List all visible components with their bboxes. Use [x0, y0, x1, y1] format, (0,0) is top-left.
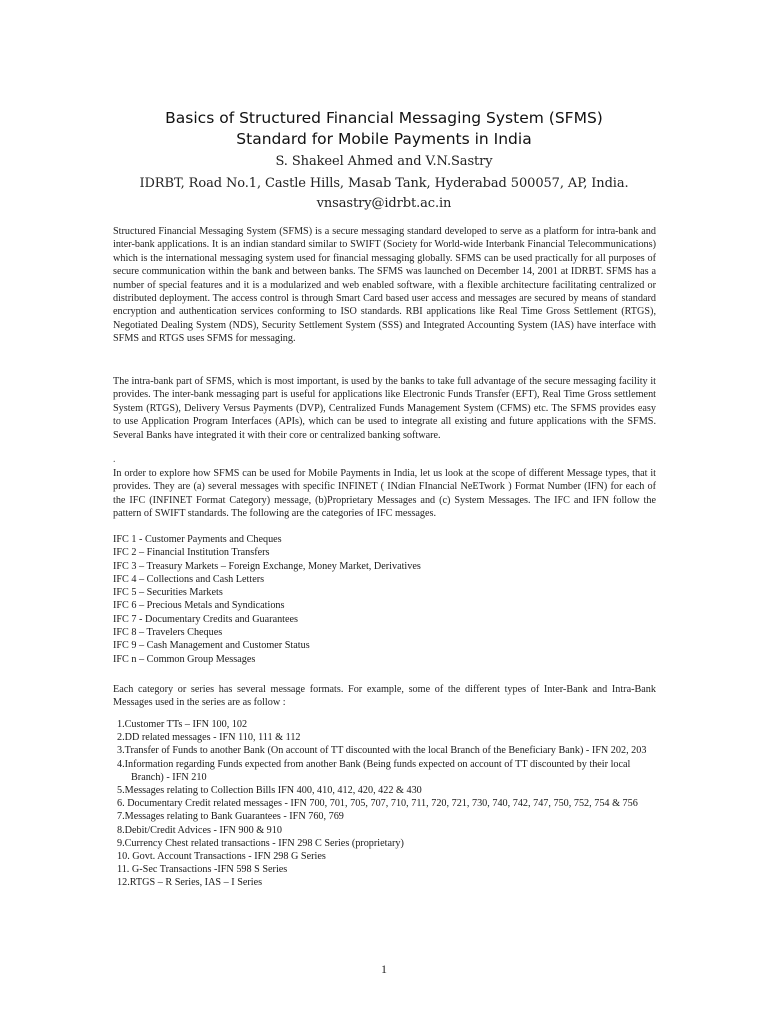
message-list-item: 9.Currency Chest related transactions - IFN 298 C Series (proprietary)	[117, 837, 404, 849]
stray-mark: .	[113, 454, 116, 465]
message-list-item: 4.Information regarding Funds expected from another Bank (Being funds expected on account of TT discounted by their local Branch) - IFN 210	[117, 758, 631, 783]
message-list-item: 10. Govt. Account Transactions - IFN 298 G Series	[117, 851, 326, 863]
paragraph-intro: Structured Financial Messaging System (SFMS) is a secure messaging standard developed to serve as a platform for intra-bank and inter-bank applications. It is an indian standard similar to SWIFT (Society for World-wide Interbank Financial Telecommunications) which is the international messaging system used for financial messaging globally. SFMS can be used practically for all purposes of secure communication within the bank and between banks. The SFMS was launched on December 14, 2001 at IDRBT. SFMS has a number of special features and it is a modularized and web enabled software, with a flexible architecture facilitating centralized or distributed deployment. The access control is through Smart Card based user access and messages are secured by means of standard encryption and authentication services conforming to ISO standards. RBI applications like Real Time Gross Settlement (RTGS), Negotiated Dealing System (NDS), Security Settlement System (SSS) and Integrated Accounting System (IAS) have interface with SFMS and RTGS uses SFMS for messaging.	[113, 226, 656, 345]
ifc-category-item: IFC 1 - Customer Payments and Cheques	[113, 534, 282, 545]
message-list-item: 11. G-Sec Transactions -IFN 598 S Series	[117, 864, 288, 876]
message-list-item: 12.RTGS – R Series, IAS – I Series	[117, 877, 263, 889]
message-list-item: 8.Debit/Credit Advices - IFN 900 & 910	[117, 824, 282, 836]
message-list-item: 3.Transfer of Funds to another Bank (On account of TT discounted with the local Branch of the Beneficiary Bank) - IFN 202, 203	[117, 745, 647, 757]
message-list-item: 5.Messages relating to Collection Bills IFN 400, 410, 412, 420, 422 & 430	[117, 785, 422, 797]
ifc-category-item: IFC 5 – Securities Markets	[113, 587, 223, 599]
ifc-category-item: IFC 4 – Collections and Cash Letters	[113, 573, 265, 585]
ifc-category-item: IFC 8 – Travelers Cheques	[113, 627, 223, 639]
ifc-category-item: IFC 7 - Documentary Credits and Guarantees	[113, 613, 299, 625]
paragraph-message-types: In order to explore how SFMS can be used for Mobile Payments in India, let us look at the scope of different Message types, that it provides. They are (a) several messages with specific INFINET ( INdian FInancial NeETwork ) Format Number (IFN) for each of the IFC (INFINET Format Category) message, (b)Proprietary Messages and (c) System Messages. The IFC and IFN follow the pattern of SWIFT standards. The following are the categories of IFC messages.	[113, 468, 656, 520]
page-number: 1	[381, 962, 387, 976]
ifc-category-item: IFC 2 – Financial Institution Transfers	[113, 547, 270, 559]
ifc-category-item: IFC 3 – Treasury Markets – Foreign Exchange, Money Market, Derivatives	[113, 560, 421, 572]
title-line-2: Standard for Mobile Payments in India	[236, 130, 532, 148]
ifc-category-item: IFC n – Common Group Messages	[113, 653, 256, 665]
message-list-item: 2.DD related messages - IFN 110, 111 & 112	[117, 732, 301, 744]
paragraph-message-formats: Each category or series has several message formats. For example, some of the different types of Inter-Bank and Intra-Bank Messages used in the series are as follow :	[113, 684, 656, 709]
ifc-category-item: IFC 6 – Precious Metals and Syndications	[113, 600, 285, 612]
paragraph-intra-bank: The intra-bank part of SFMS, which is most important, is used by the banks to take full advantage of the secure messaging facility it provides. The inter-bank messaging part is useful for applications like Electronic Funds Transfer (EFT), Real Time Gross settlement System (RTGS), Delivery Versus Payments (DVP), Centralized Funds Management System (CFMS) etc. The SFMS provides easy to use Application Program Interfaces (APIs), which can be used to integrate all existing and future applications with the SFMS. Several Banks have integrated it with their core or centralized banking software.	[113, 376, 656, 441]
message-list-item: 7.Messages relating to Bank Guarantees - IFN 760, 769	[117, 811, 344, 823]
ifc-category-list	[113, 533, 421, 666]
affiliation: IDRBT, Road No.1, Castle Hills, Masab Tank, Hyderabad 500057, AP, India.	[139, 176, 629, 191]
message-list	[113, 718, 658, 890]
document-title	[0, 108, 768, 150]
message-list-item: 1.Customer TTs – IFN 100, 102	[117, 719, 248, 730]
ifc-category-item: IFC 9 – Cash Management and Customer Status	[113, 640, 310, 652]
title-line-1: Basics of Structured Financial Messaging System (SFMS)	[165, 109, 603, 127]
email-address: vnsastry@idrbt.ac.in	[316, 196, 452, 211]
authors: S. Shakeel Ahmed and V.N.Sastry	[275, 154, 493, 169]
message-list-item: 6. Documentary Credit related messages - IFN 700, 701, 705, 707, 710, 711, 720, 721, 730, 740, 742, 747, 750, 752, 754 & 756	[117, 798, 638, 810]
